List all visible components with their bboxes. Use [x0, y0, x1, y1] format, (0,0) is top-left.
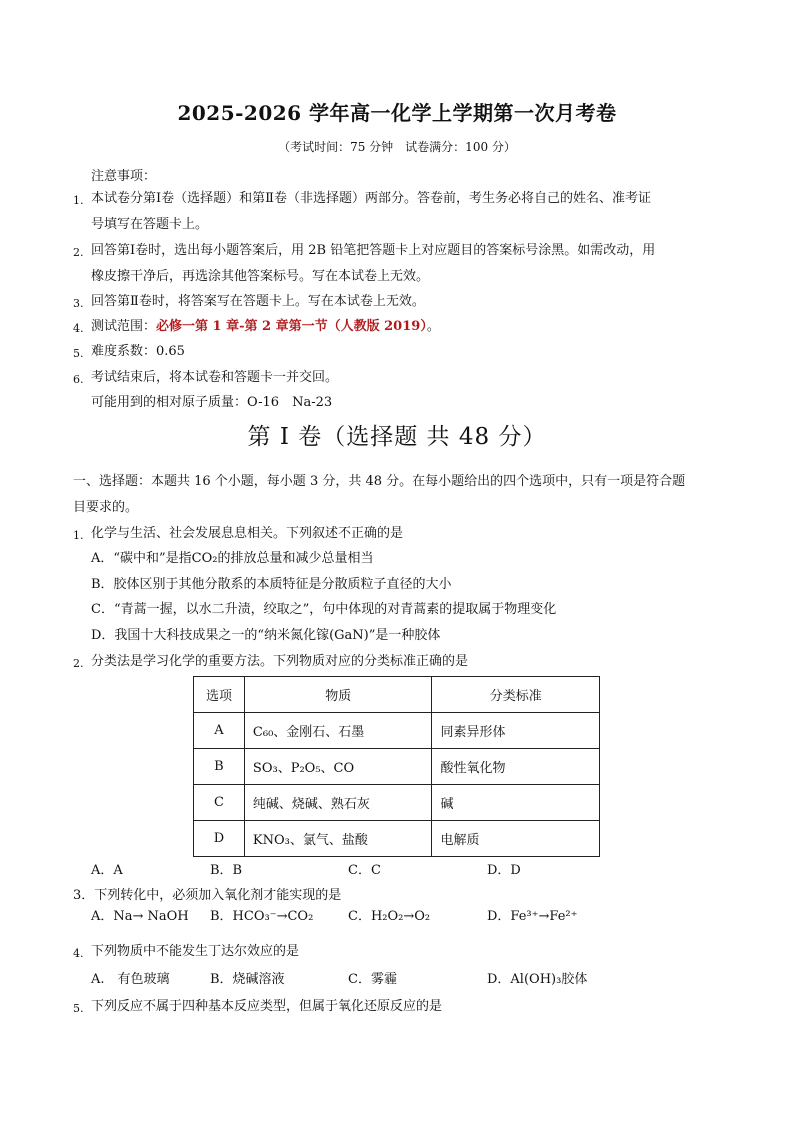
exam-subtitle: （考试时间：75 分钟 试卷满分：100 分）	[278, 140, 516, 154]
exam-title: 2025-2026 学年高一化学上学期第一次月考卷	[177, 101, 617, 125]
note-4-line-1	[91, 318, 440, 336]
q1-stem: 化学与生活、社会发展息息相关。下列叙述不正确的是	[91, 526, 404, 541]
test-scope-suffix: 。	[426, 319, 440, 334]
note-6-number: 6.	[73, 373, 84, 386]
section-title: 第 I 卷（选择题 共 48 分）	[247, 424, 547, 450]
q4-stem: 下列物质中不能发生丁达尔效应的是	[91, 944, 300, 959]
note-1-line-1: 本试卷分第Ⅰ卷（选择题）和第Ⅱ卷（非选择题）两部分。答卷前，考生务必将自己的姓名、准考证	[91, 191, 651, 206]
atomic-masses: 可能用到的相对原子质量：O-16 Na-23	[91, 395, 333, 410]
table-cell-substance: KNO₃、氯气、盐酸	[244, 821, 432, 857]
q3-option-c: C．H₂O₂→O₂	[348, 909, 431, 924]
table-header-substance: 物质	[244, 677, 432, 713]
note-5-number: 5.	[73, 347, 84, 360]
q3-option-d: D．Fe³⁺→Fe²⁺	[487, 909, 578, 924]
table-row	[194, 821, 600, 857]
note-3-line-1: 回答第Ⅱ卷时，将答案写在答题卡上。写在本试卷上无效。	[91, 294, 425, 309]
q4-option-b: B．烧碱溶液	[210, 972, 285, 987]
part-intro-line-2: 目要求的。	[73, 500, 139, 515]
table-cell-standard: 酸性氧化物	[432, 749, 600, 785]
table-cell-option: C	[194, 785, 245, 821]
test-scope-value: 必修一第 1 章-第 2 章第一节（人教版 2019）	[156, 319, 427, 334]
note-3-number: 3.	[73, 297, 84, 310]
q2-stem: 分类法是学习化学的重要方法。下列物质对应的分类标准正确的是	[91, 654, 469, 669]
q1-option-d: D．我国十大科技成果之一的“纳米氮化镓(GaN)”是一种胶体	[91, 628, 441, 643]
table-row	[194, 713, 600, 749]
q2-number: 2.	[73, 657, 84, 670]
note-2-line-2: 橡皮擦干净后，再选涂其他答案标号。写在本试卷上无效。	[91, 269, 430, 284]
note-5-line-1: 难度系数：0.65	[91, 344, 185, 359]
q1-option-c: C．“青蒿一握，以水二升渍，绞取之”，句中体现的对青蒿素的提取属于物理变化	[91, 602, 557, 617]
table-cell-option: B	[194, 749, 245, 785]
table-cell-substance: SO₃、P₂O₅、CO	[244, 749, 432, 785]
q4-option-c: C．雾霾	[348, 972, 397, 987]
table-row	[194, 785, 600, 821]
note-2-number: 2.	[73, 246, 84, 259]
note-1-line-2: 号填写在答题卡上。	[91, 217, 209, 232]
table-header-row	[194, 677, 600, 713]
table-cell-standard: 同素异形体	[432, 713, 600, 749]
table-cell-substance: 纯碱、烧碱、熟石灰	[244, 785, 432, 821]
table-header-option: 选项	[194, 677, 245, 713]
q4-number: 4.	[73, 947, 84, 960]
table-cell-option: D	[194, 821, 245, 857]
classification-table	[193, 676, 600, 857]
q4-option-a: A. 有色玻璃	[91, 972, 170, 987]
q1-option-b: B．胶体区别于其他分散系的本质特征是分散质粒子直径的大小	[91, 577, 452, 592]
q2-option-d: D．D	[487, 863, 521, 878]
q4-option-d: D．Al(OH)₃胶体	[487, 972, 588, 987]
table-header-standard: 分类标准	[432, 677, 600, 713]
q5-number: 5.	[73, 1002, 84, 1015]
test-scope-label: 测试范围：	[91, 319, 157, 334]
note-2-line-1: 回答第Ⅰ卷时，选出每小题答案后，用 2B 铅笔把答题卡上对应题目的答案标号涂黑。如需改动，用	[91, 243, 656, 258]
notes-heading: 注意事项：	[91, 169, 157, 184]
q3-option-a: A．Na→ NaOH	[91, 909, 189, 924]
table-cell-option: A	[194, 713, 245, 749]
table-cell-standard: 碱	[432, 785, 600, 821]
q3-stem: 3．下列转化中，必须加入氧化剂才能实现的是	[73, 888, 342, 903]
note-1-number: 1.	[73, 194, 84, 207]
table-row	[194, 749, 600, 785]
part-intro-line-1: 一、选择题：本题共 16 个小题，每小题 3 分，共 48 分。在每小题给出的四个选项中，只有一项是符合题	[73, 474, 686, 489]
q2-option-a: A．A	[91, 863, 123, 878]
q2-option-b: B．B	[210, 863, 243, 878]
q5-stem: 下列反应不属于四种基本反应类型，但属于氧化还原反应的是	[91, 999, 443, 1014]
note-6-line-1: 考试结束后，将本试卷和答题卡一并交回。	[91, 370, 339, 385]
q1-option-a: A．“碳中和”是指CO₂的排放总量和减少总量相当	[91, 551, 374, 566]
table-cell-substance: C₆₀、金刚石、石墨	[244, 713, 432, 749]
q2-option-c: C．C	[348, 863, 381, 878]
note-4-number: 4.	[73, 322, 84, 335]
q3-option-b: B．HCO₃⁻→CO₂	[210, 909, 314, 924]
table-cell-standard: 电解质	[432, 821, 600, 857]
q1-number: 1.	[73, 529, 84, 542]
